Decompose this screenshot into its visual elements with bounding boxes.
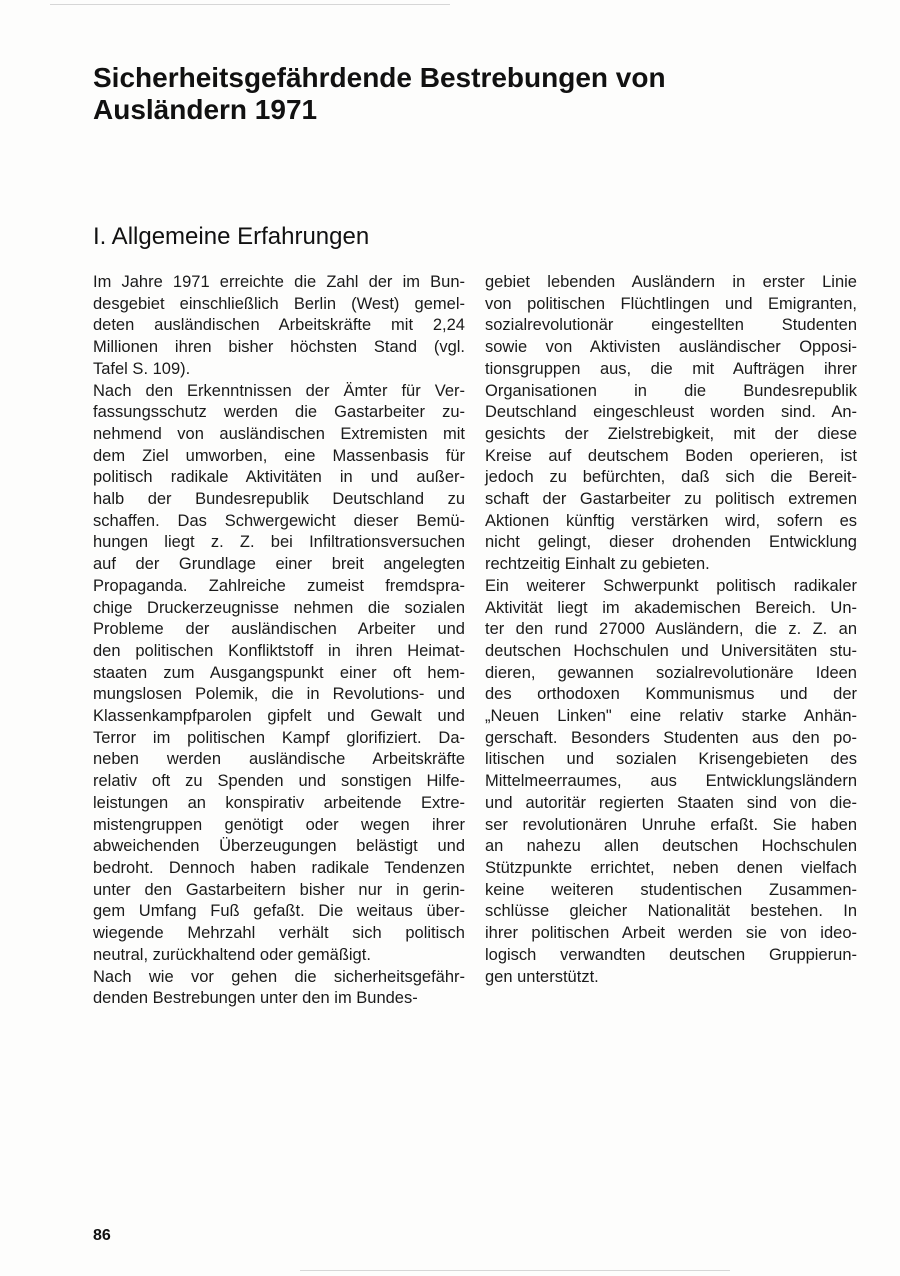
text-line: Ein weiterer Schwerpunkt politisch radikaler	[485, 576, 857, 595]
text-line: des orthodoxen Kommunismus und der	[485, 685, 857, 704]
text-line: von politischen Flüchtlingen und Emigranten,	[485, 294, 857, 313]
text-line: jedoch zu befürchten, daß sich die Bereit-	[485, 468, 857, 487]
text-line: Aktivität liegt im akademischen Bereich. Un-	[485, 598, 857, 617]
text-line: desgebiet einschließlich Berlin (West) gemel-	[93, 294, 465, 313]
text-line: sowie von Aktivisten ausländischer Opposi-	[485, 338, 857, 357]
text-line: Mittelmeerraumes, aus Entwicklungsländern	[485, 772, 857, 791]
text-line: dem Ziel umworben, eine Massenbasis für	[93, 446, 465, 465]
text-line: neutral, zurückhaltend oder gemäßigt.	[93, 945, 371, 964]
text-line: staaten zum Ausgangspunkt einer oft hem-	[93, 663, 465, 682]
text-line: keine weiteren studentischen Zusammen-	[485, 880, 857, 899]
chapter-title-line-2: Ausländern 1971	[93, 94, 318, 125]
text-line: mistengruppen genötigt oder wegen ihrer	[93, 815, 465, 834]
text-line: neben werden ausländische Arbeitskräfte	[93, 750, 465, 769]
text-line: nicht gelingt, dieser drohenden Entwicklung	[485, 533, 857, 552]
text-line: gesichts der Zielstrebigkeit, mit der diese	[485, 424, 857, 443]
text-line: den politischen Konfliktstoff in ihren Heimat-	[93, 641, 465, 660]
text-line: bedroht. Dennoch haben radikale Tendenzen	[93, 858, 465, 877]
text-line: Stützpunkte errichtet, neben denen vielfach	[485, 858, 857, 877]
text-line: logisch verwandten deutschen Gruppierun-	[485, 945, 857, 964]
text-line: ter den rund 27000 Ausländern, die z. Z. an	[485, 620, 857, 639]
text-line: Nach den Erkenntnissen der Ämter für Ver-	[93, 381, 465, 400]
text-line: wiegende Mehrzahl verhält sich politisch	[93, 924, 465, 943]
text-line: Im Jahre 1971 erreichte die Zahl der im Bun-	[93, 273, 465, 291]
text-line: Millionen ihren bisher höchsten Stand (vgl.	[93, 338, 465, 357]
bottom-edge-rule	[300, 1270, 730, 1271]
chapter-title	[93, 62, 813, 126]
text-line: schaffen. Das Schwergewicht dieser Bemü-	[93, 511, 465, 530]
text-line: Nach wie vor gehen die sicherheitsgefähr-	[93, 967, 465, 986]
top-edge-rule	[50, 4, 450, 5]
text-line: deutschen Hochschulen und Universitäten stu-	[485, 641, 857, 660]
text-line: relativ oft zu Spenden und sonstigen Hilfe-	[93, 772, 465, 791]
text-line: deten ausländischen Arbeitskräfte mit 2,24	[93, 316, 465, 335]
text-line: tionsgruppen aus, die mit Aufträgen ihrer	[485, 359, 857, 378]
text-line: fassungsschutz werden die Gastarbeiter zu-	[93, 403, 465, 422]
text-line: abweichenden Überzeugungen belästigt und	[93, 837, 465, 856]
text-line: nehmend von ausländischen Extremisten mit	[93, 424, 465, 443]
text-line: politisch radikale Aktivitäten in und außer-	[93, 468, 465, 487]
text-line: hungen liegt z. Z. bei Infiltrationsversuchen	[93, 533, 465, 552]
text-line: halb der Bundesrepublik Deutschland zu	[93, 490, 465, 509]
text-line: unter den Gastarbeitern bisher nur in gerin-	[93, 880, 465, 899]
text-line: Organisationen in die Bundesrepublik	[485, 381, 857, 400]
text-line: gerschaft. Besonders Studenten aus den po-	[485, 728, 857, 747]
text-line: Kreise auf deutschem Boden operieren, ist	[485, 446, 857, 465]
section-heading: I. Allgemeine Erfahrungen	[93, 223, 370, 250]
text-line: denden Bestrebungen unter den im Bundes-	[93, 989, 418, 1008]
text-line: chige Druckerzeugnisse nehmen die sozialen	[93, 598, 465, 617]
text-line: Klassenkampfparolen gipfelt und Gewalt und	[93, 707, 465, 726]
text-line: ihrer politischen Arbeit werden sie von ideo-	[485, 924, 857, 943]
text-line: und autoritär regierten Staaten sind von die-	[485, 793, 857, 812]
text-line: auf der Grundlage einer breit angelegten	[93, 555, 465, 574]
text-line: leistungen an konspirativ arbeitende Extre-	[93, 793, 465, 812]
text-line: Probleme der ausländischen Arbeiter und	[93, 620, 465, 639]
text-line: dieren, gewannen sozialrevolutionäre Ideen	[485, 663, 857, 682]
text-line: rechtzeitig Einhalt zu gebieten.	[485, 555, 710, 574]
text-line: Aktionen künftig verstärken wird, sofern es	[485, 511, 857, 530]
text-line: Deutschland eingeschleust worden sind. An-	[485, 403, 857, 422]
text-line: sozialrevolutionär eingestellten Studenten	[485, 316, 857, 335]
page-number: 86	[93, 1227, 111, 1244]
text-line: Tafel S. 109).	[93, 359, 191, 378]
text-line: schaft der Gastarbeiter zu politisch extremen	[485, 490, 857, 509]
text-line: Terror im politischen Kampf glorifiziert. Da-	[93, 728, 465, 747]
text-line: ser revolutionären Unruhe erfaßt. Sie haben	[485, 815, 857, 834]
text-line: litischen und sozialen Krisengebieten des	[485, 750, 857, 769]
text-line: gen unterstützt.	[485, 967, 599, 986]
text-line: an nahezu allen deutschen Hochschulen	[485, 837, 857, 856]
text-line: mungslosen Polemik, die in Revolutions- und	[93, 685, 465, 704]
left-text-column	[93, 272, 465, 1010]
chapter-title-line-1: Sicherheitsgefährdende Bestrebungen von	[93, 62, 666, 93]
text-line: gem Umfang Fuß gefaßt. Die weitaus über-	[93, 902, 465, 921]
right-text-column	[485, 272, 857, 988]
text-line: gebiet lebenden Ausländern in erster Linie	[485, 273, 857, 291]
text-line: „Neuen Linken" eine relativ starke Anhän-	[485, 707, 857, 726]
text-line: schlüsse gleicher Nationalität bestehen. In	[485, 902, 857, 921]
text-line: Propaganda. Zahlreiche zumeist fremdspra-	[93, 576, 465, 595]
